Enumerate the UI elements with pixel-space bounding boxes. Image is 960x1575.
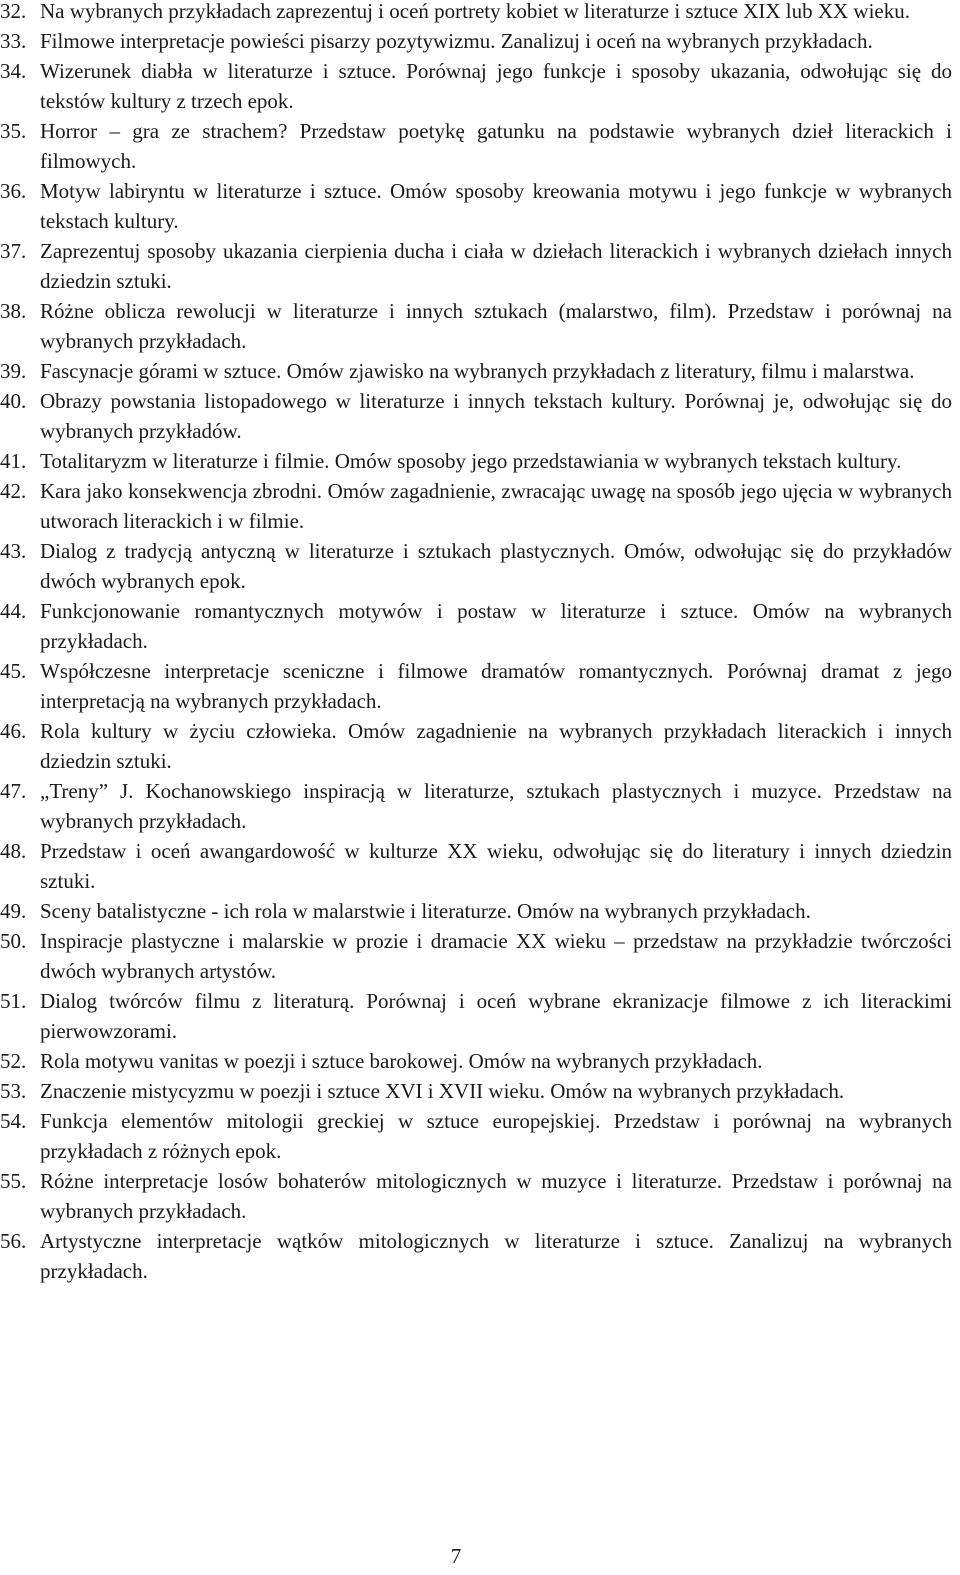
topic-number: 53.: [0, 1079, 27, 1103]
topic-number: 42.: [0, 479, 27, 503]
topic-text: Rola motywu vanitas w poezji i sztuce barokowej. Omów na wybranych przykładach.: [40, 1049, 763, 1073]
topic-number: 46.: [0, 719, 27, 743]
topic-item: [0, 1226, 952, 1286]
topic-text: Obrazy powstania listopadowego w literaturze i innych tekstach kultury. Porównaj je, odwołując się do wybranych przykładów.: [40, 389, 952, 443]
topic-number: 44.: [0, 599, 27, 623]
topic-number: 56.: [0, 1229, 27, 1253]
topic-text: Funkcjonowanie romantycznych motywów i postaw w literaturze i sztuce. Omów na wybranych przykładach.: [40, 599, 952, 653]
topic-number: 43.: [0, 539, 27, 563]
topic-number: 39.: [0, 359, 27, 383]
topic-item: [0, 716, 952, 776]
topic-text: Sceny batalistyczne - ich rola w malarstwie i literaturze. Omów na wybranych przykładach.: [40, 899, 811, 923]
topic-item: [0, 1046, 952, 1076]
topic-text: Współczesne interpretacje sceniczne i filmowe dramatów romantycznych. Porównaj dramat z jego interpretacją na wybranych przykładach.: [40, 659, 952, 713]
topic-number: 48.: [0, 839, 27, 863]
topic-text: Dialog z tradycją antyczną w literaturze i sztukach plastycznych. Omów, odwołując się do przykładów dwóch wybranych epok.: [40, 539, 952, 593]
page-number: 7: [450, 1544, 462, 1568]
topic-text: Różne oblicza rewolucji w literaturze i innych sztukach (malarstwo, film). Przedstaw i porównaj na wybranych przykładach.: [40, 299, 952, 353]
topic-item: [0, 26, 952, 56]
topic-number: 36.: [0, 179, 27, 203]
topic-item: [0, 656, 952, 716]
topic-text: Dialog twórców filmu z literaturą. Porównaj i oceń wybrane ekranizacje filmowe z ich literackimi pierwowzorami.: [40, 989, 952, 1043]
topic-text: Na wybranych przykładach zaprezentuj i oceń portrety kobiet w literaturze i sztuce XIX lub XX wieku.: [40, 0, 910, 23]
topic-item: [0, 1106, 952, 1166]
topic-text: „Treny” J. Kochanowskiego inspiracją w literaturze, sztukach plastycznych i muzyce. Przedstaw na wybranych przykładach.: [40, 779, 952, 833]
topic-item: [0, 386, 952, 446]
topic-item: [0, 986, 952, 1046]
topic-item: [0, 896, 952, 926]
topic-number: 54.: [0, 1109, 27, 1133]
topic-text: Totalitaryzm w literaturze i filmie. Omów sposoby jego przedstawiania w wybranych tekstach kultury.: [40, 449, 902, 473]
topic-number: 34.: [0, 59, 27, 83]
topic-item: [0, 776, 952, 836]
topic-text: Fascynacje górami w sztuce. Omów zjawisko na wybranych przykładach z literatury, filmu i malarstwa.: [40, 359, 915, 383]
topic-text: Rola kultury w życiu człowieka. Omów zagadnienie na wybranych przykładach literackich i innych dziedzin sztuki.: [40, 719, 952, 773]
topic-number: 32.: [0, 0, 27, 23]
topic-number: 35.: [0, 119, 27, 143]
topic-text: Znaczenie mistycyzmu w poezji i sztuce XVI i XVII wieku. Omów na wybranych przykładach.: [40, 1079, 845, 1103]
topic-number: 50.: [0, 929, 27, 953]
topic-text: Zaprezentuj sposoby ukazania cierpienia ducha i ciała w dziełach literackich i wybranych dziełach innych dziedzin sztuki.: [40, 239, 952, 293]
topic-number: 55.: [0, 1169, 27, 1193]
topic-number: 49.: [0, 899, 27, 923]
topic-item: [0, 236, 952, 296]
topic-text: Motyw labiryntu w literaturze i sztuce. Omów sposoby kreowania motywu i jego funkcje w wybranych tekstach kultury.: [40, 179, 952, 233]
topic-number: 33.: [0, 29, 27, 53]
topic-item: [0, 836, 952, 896]
topic-text: Horror – gra ze strachem? Przedstaw poetykę gatunku na podstawie wybranych dzieł literackich i filmowych.: [40, 119, 952, 173]
topic-item: [0, 596, 952, 656]
topic-item: [0, 536, 952, 596]
topic-number: 40.: [0, 389, 27, 413]
topic-item: [0, 926, 952, 986]
topic-text: Inspiracje plastyczne i malarskie w prozie i dramacie XX wieku – przedstaw na przykładzie twórczości dwóch wybranych artystów.: [40, 929, 952, 983]
topic-item: [0, 56, 952, 116]
topic-text: Przedstaw i oceń awangardowość w kulturze XX wieku, odwołując się do literatury i innych dziedzin sztuki.: [40, 839, 952, 893]
topic-number: 52.: [0, 1049, 27, 1073]
topic-item: [0, 1076, 952, 1106]
topic-number: 37.: [0, 239, 27, 263]
topic-text: Filmowe interpretacje powieści pisarzy pozytywizmu. Zanalizuj i oceń na wybranych przykładach.: [40, 29, 873, 53]
topic-item: [0, 356, 952, 386]
topic-item: [0, 0, 952, 26]
topic-number: 51.: [0, 989, 27, 1013]
topic-item: [0, 476, 952, 536]
topic-text: Różne interpretacje losów bohaterów mitologicznych w muzyce i literaturze. Przedstaw i porównaj na wybranych przykładach.: [40, 1169, 952, 1223]
topic-text: Kara jako konsekwencja zbrodni. Omów zagadnienie, zwracając uwagę na sposób jego ujęcia w wybranych utworach literackich i w filmie.: [40, 479, 952, 533]
topic-number: 38.: [0, 299, 27, 323]
topic-number: 45.: [0, 659, 27, 683]
topic-text: Artystyczne interpretacje wątków mitologicznych w literaturze i sztuce. Zanalizuj na wybranych przykładach.: [40, 1229, 952, 1283]
topic-item: [0, 296, 952, 356]
topic-text: Wizerunek diabła w literaturze i sztuce. Porównaj jego funkcje i sposoby ukazania, odwołując się do tekstów kultury z trzech epok.: [40, 59, 952, 113]
topic-item: [0, 116, 952, 176]
topic-item: [0, 176, 952, 236]
topic-number: 47.: [0, 779, 27, 803]
topic-item: [0, 1166, 952, 1226]
topic-item: [0, 446, 952, 476]
topic-text: Funkcja elementów mitologii greckiej w sztuce europejskiej. Przedstaw i porównaj na wybranych przykładach z różnych epok.: [40, 1109, 952, 1163]
topic-number: 41.: [0, 449, 27, 473]
